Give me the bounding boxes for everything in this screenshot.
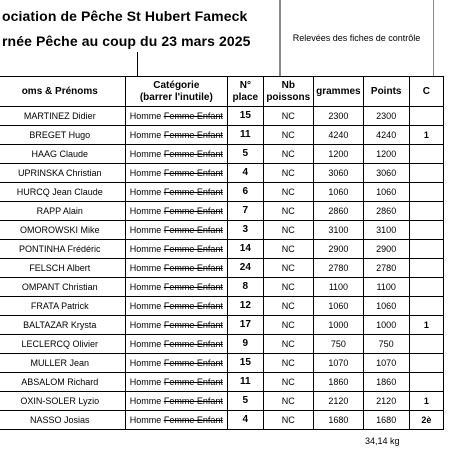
- place-number: 24: [228, 259, 263, 278]
- participant-name: UPRINSKA Christian: [0, 164, 125, 183]
- fish-count: NC: [263, 183, 313, 202]
- grams-value: 2860: [313, 202, 363, 221]
- participant-name: NASSO Josias: [0, 411, 125, 430]
- col-nb-l1: Nb: [281, 79, 295, 91]
- category-struck: Femme Enfant: [163, 149, 223, 159]
- participant-name: OMOROWSKI Mike: [0, 221, 125, 240]
- category-struck: Femme Enfant: [163, 168, 223, 178]
- category-struck: Femme Enfant: [163, 282, 223, 292]
- participant-name: BALTAZAR Krysta: [0, 316, 125, 335]
- place-number: 17: [228, 316, 263, 335]
- category-kept: Homme: [129, 282, 162, 292]
- table-row: [0, 221, 444, 240]
- fish-count: NC: [263, 145, 313, 164]
- col-category-l2: (barrer l'inutile): [139, 91, 213, 103]
- table-row: [0, 373, 444, 392]
- place-number: 15: [228, 354, 263, 373]
- fish-count: NC: [263, 335, 313, 354]
- grams-value: 2780: [313, 259, 363, 278]
- place-number: 6: [228, 183, 263, 202]
- grams-value: 2900: [313, 240, 363, 259]
- category-cell: [125, 164, 228, 183]
- category-kept: Homme: [129, 130, 162, 140]
- category-struck: Femme Enfant: [163, 111, 223, 121]
- points-value: 750: [363, 335, 409, 354]
- place-number: 15: [228, 107, 263, 126]
- points-value: 2900: [363, 240, 409, 259]
- category-kept: Homme: [129, 263, 162, 273]
- place-number: 8: [228, 278, 263, 297]
- col-category: [125, 77, 228, 107]
- points-value: 1100: [363, 278, 409, 297]
- category-kept: Homme: [129, 301, 162, 311]
- category-cell: [125, 373, 228, 392]
- category-cell: [125, 335, 228, 354]
- category-cell: [125, 145, 228, 164]
- place-number: 5: [228, 145, 263, 164]
- table-body: [0, 107, 444, 430]
- classement-value: [409, 297, 443, 316]
- participant-name: MARTINEZ Didier: [0, 107, 125, 126]
- table-row: [0, 202, 444, 221]
- category-struck: Femme Enfant: [163, 396, 223, 406]
- points-value: 1060: [363, 297, 409, 316]
- grams-value: 1000: [313, 316, 363, 335]
- event-title: rnée Pêche au coup du 23 mars 2025: [2, 33, 251, 49]
- classement-value: [409, 202, 443, 221]
- points-value: 2860: [363, 202, 409, 221]
- classement-value: [409, 145, 443, 164]
- classement-value: [409, 240, 443, 259]
- category-cell: [125, 278, 228, 297]
- category-cell: [125, 240, 228, 259]
- table-row: [0, 278, 444, 297]
- classement-value: 1: [409, 126, 443, 145]
- table-row: [0, 335, 444, 354]
- grams-value: 1100: [313, 278, 363, 297]
- col-nb-l2: poissons: [266, 91, 311, 103]
- fish-count: NC: [263, 373, 313, 392]
- col-place-l2: place: [232, 91, 259, 103]
- points-value: 2780: [363, 259, 409, 278]
- table-header-row: [0, 77, 444, 107]
- participant-name: FRATA Patrick: [0, 297, 125, 316]
- table-row: [0, 354, 444, 373]
- classement-value: [409, 164, 443, 183]
- table-row: [0, 183, 444, 202]
- points-value: 2300: [363, 107, 409, 126]
- fish-count: NC: [263, 164, 313, 183]
- classement-value: [409, 221, 443, 240]
- place-number: 14: [228, 240, 263, 259]
- table-row: [0, 240, 444, 259]
- place-number: 9: [228, 335, 263, 354]
- grams-value: 1060: [313, 297, 363, 316]
- points-value: 1060: [363, 183, 409, 202]
- table-row: [0, 411, 444, 430]
- category-kept: Homme: [129, 187, 162, 197]
- participant-name: BREGET Hugo: [0, 126, 125, 145]
- points-value: 4240: [363, 126, 409, 145]
- header-divider: [137, 52, 138, 76]
- col-place: [228, 77, 263, 107]
- category-struck: Femme Enfant: [163, 206, 223, 216]
- fish-count: NC: [263, 297, 313, 316]
- classement-value: 1: [409, 392, 443, 411]
- fish-count: NC: [263, 354, 313, 373]
- table-row: [0, 126, 444, 145]
- classement-value: [409, 335, 443, 354]
- table-row: [0, 145, 444, 164]
- category-kept: Homme: [129, 320, 162, 330]
- category-cell: [125, 202, 228, 221]
- category-kept: Homme: [129, 244, 162, 254]
- grams-value: 3060: [313, 164, 363, 183]
- category-kept: Homme: [129, 168, 162, 178]
- category-cell: [125, 316, 228, 335]
- col-nb-fish: [263, 77, 313, 107]
- table-row: [0, 164, 444, 183]
- fish-count: NC: [263, 392, 313, 411]
- category-cell: [125, 392, 228, 411]
- category-struck: Femme Enfant: [163, 339, 223, 349]
- category-struck: Femme Enfant: [163, 358, 223, 368]
- fish-count: NC: [263, 259, 313, 278]
- grams-value: 2120: [313, 392, 363, 411]
- category-struck: Femme Enfant: [163, 415, 223, 425]
- grams-value: 1070: [313, 354, 363, 373]
- points-value: 2120: [363, 392, 409, 411]
- points-value: 1860: [363, 373, 409, 392]
- category-struck: Femme Enfant: [163, 263, 223, 273]
- grams-value: 2300: [313, 107, 363, 126]
- classement-value: [409, 373, 443, 392]
- grams-value: 750: [313, 335, 363, 354]
- grams-value: 1680: [313, 411, 363, 430]
- classement-value: 1: [409, 316, 443, 335]
- category-struck: Femme Enfant: [163, 244, 223, 254]
- col-name: oms & Prénoms: [0, 77, 125, 107]
- col-category-l1: Catégorie: [153, 79, 200, 91]
- classement-value: 2è: [409, 411, 443, 430]
- fish-count: NC: [263, 221, 313, 240]
- category-kept: Homme: [129, 415, 162, 425]
- category-cell: [125, 411, 228, 430]
- results-table: [0, 76, 444, 430]
- col-points: Points: [363, 77, 409, 107]
- fish-count: NC: [263, 278, 313, 297]
- points-value: 1680: [363, 411, 409, 430]
- category-cell: [125, 354, 228, 373]
- fish-count: NC: [263, 107, 313, 126]
- classement-value: [409, 354, 443, 373]
- points-value: 1070: [363, 354, 409, 373]
- category-struck: Femme Enfant: [163, 320, 223, 330]
- releve-label: Relevées des fiches de contrôle: [292, 33, 421, 43]
- participant-name: FELSCH Albert: [0, 259, 125, 278]
- place-number: 7: [228, 202, 263, 221]
- participant-name: HURCQ Jean Claude: [0, 183, 125, 202]
- category-cell: [125, 126, 228, 145]
- place-number: 11: [228, 373, 263, 392]
- association-title: ociation de Pêche St Hubert Fameck: [2, 8, 248, 24]
- place-number: 5: [228, 392, 263, 411]
- releve-header: [279, 0, 434, 77]
- table-row: [0, 107, 444, 126]
- category-cell: [125, 221, 228, 240]
- place-number: 11: [228, 126, 263, 145]
- category-struck: Femme Enfant: [163, 225, 223, 235]
- total-weight: 34,14 kg: [365, 436, 400, 446]
- category-cell: [125, 107, 228, 126]
- grams-value: 1060: [313, 183, 363, 202]
- col-place-l1: N°: [239, 79, 251, 91]
- fish-count: NC: [263, 240, 313, 259]
- participant-name: LECLERCQ Olivier: [0, 335, 125, 354]
- category-cell: [125, 297, 228, 316]
- points-value: 1000: [363, 316, 409, 335]
- category-cell: [125, 259, 228, 278]
- category-struck: Femme Enfant: [163, 187, 223, 197]
- category-struck: Femme Enfant: [163, 130, 223, 140]
- place-number: 12: [228, 297, 263, 316]
- category-kept: Homme: [129, 225, 162, 235]
- grams-value: 3100: [313, 221, 363, 240]
- table-row: [0, 316, 444, 335]
- category-struck: Femme Enfant: [163, 377, 223, 387]
- category-kept: Homme: [129, 358, 162, 368]
- grams-value: 1200: [313, 145, 363, 164]
- participant-name: HAAG Claude: [0, 145, 125, 164]
- points-value: 3060: [363, 164, 409, 183]
- category-kept: Homme: [129, 339, 162, 349]
- participant-name: ABSALOM Richard: [0, 373, 125, 392]
- participant-name: RAPP Alain: [0, 202, 125, 221]
- participant-name: MULLER Jean: [0, 354, 125, 373]
- grams-value: 1860: [313, 373, 363, 392]
- participant-name: OXIN-SOLER Lyzio: [0, 392, 125, 411]
- category-cell: [125, 183, 228, 202]
- fish-count: NC: [263, 202, 313, 221]
- table-row: [0, 297, 444, 316]
- points-value: 1200: [363, 145, 409, 164]
- category-kept: Homme: [129, 149, 162, 159]
- col-classement: C: [409, 77, 443, 107]
- category-kept: Homme: [129, 206, 162, 216]
- category-struck: Femme Enfant: [163, 301, 223, 311]
- place-number: 4: [228, 164, 263, 183]
- classement-value: [409, 107, 443, 126]
- category-kept: Homme: [129, 396, 162, 406]
- place-number: 3: [228, 221, 263, 240]
- category-kept: Homme: [129, 377, 162, 387]
- points-value: 3100: [363, 221, 409, 240]
- category-kept: Homme: [129, 111, 162, 121]
- classement-value: [409, 183, 443, 202]
- col-grams: grammes: [313, 77, 363, 107]
- classement-value: [409, 278, 443, 297]
- fish-count: NC: [263, 126, 313, 145]
- fish-count: NC: [263, 411, 313, 430]
- fish-count: NC: [263, 316, 313, 335]
- table-row: [0, 392, 444, 411]
- classement-value: [409, 259, 443, 278]
- place-number: 4: [228, 411, 263, 430]
- table-row: [0, 259, 444, 278]
- grams-value: 4240: [313, 126, 363, 145]
- participant-name: OMPANT Christian: [0, 278, 125, 297]
- participant-name: PONTINHA Frédéric: [0, 240, 125, 259]
